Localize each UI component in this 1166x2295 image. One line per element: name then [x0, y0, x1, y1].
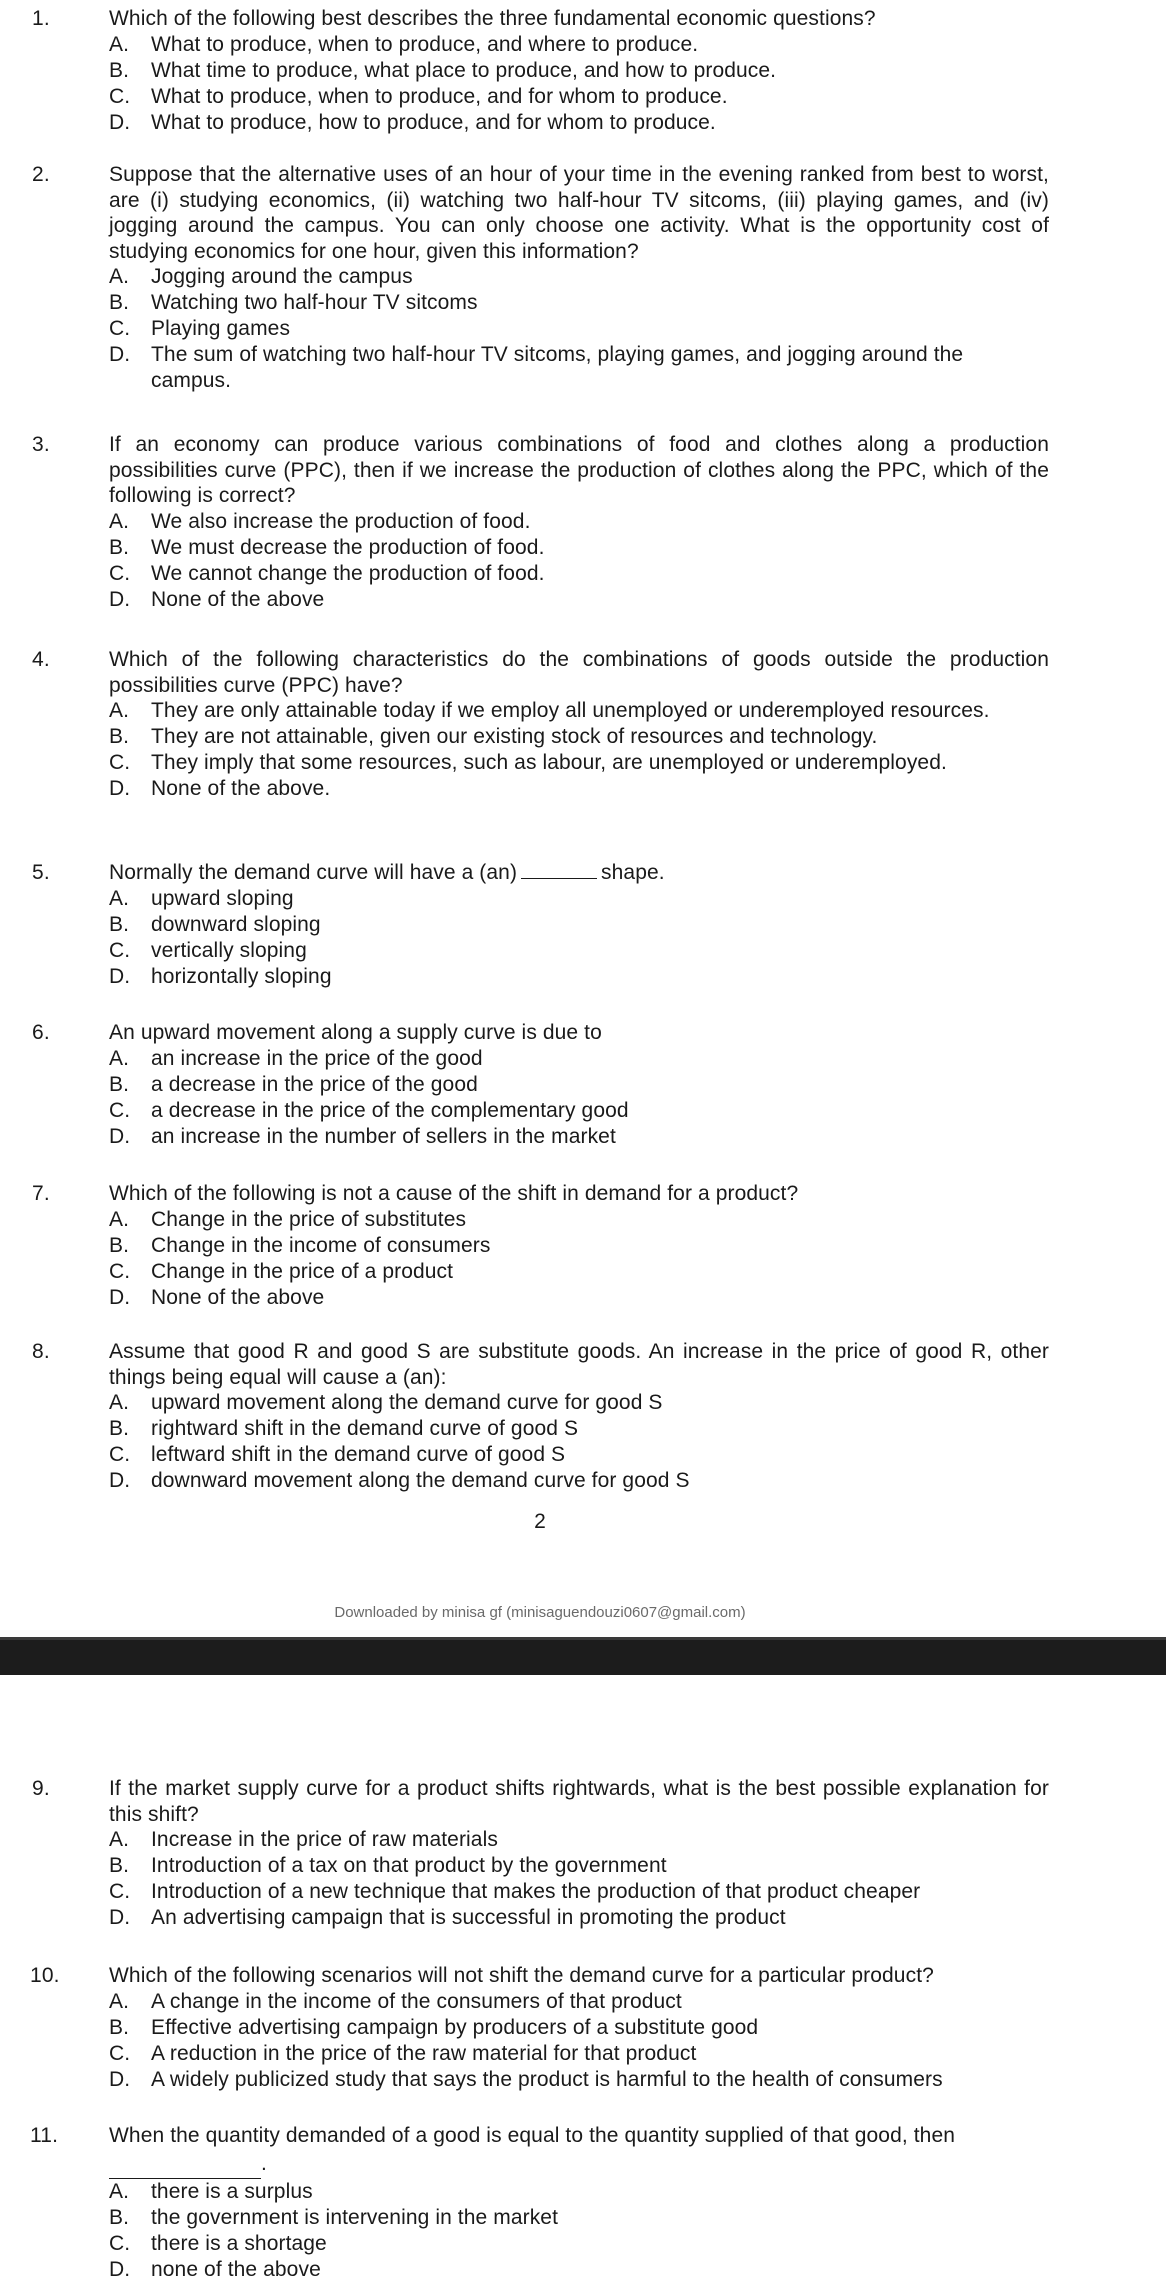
option-d: D. A widely publicized study that says the product is harmful to the health of consumers — [109, 2067, 943, 2091]
answer-blank-line: . — [109, 2149, 1049, 2179]
question-stem: If the market supply curve for a product shifts rightwards, what is the best possible explanation for this shift? — [109, 1777, 1049, 1826]
question-5 — [0, 860, 1166, 990]
options-list — [109, 698, 1049, 802]
option-a: A. A change in the income of the consumers of that product — [109, 1989, 682, 2013]
option-d: D. None of the above. — [109, 777, 331, 800]
option-d: D. downward movement along the demand curve for good S — [109, 1469, 690, 1492]
question-number: 9. — [32, 1777, 50, 1800]
page-number: 2 — [534, 1510, 546, 1533]
question-number: 7. — [32, 1182, 50, 1205]
option-c: C. A reduction in the price of the raw material for that product — [109, 2041, 697, 2065]
option-d: D. An advertising campaign that is successful in promoting the product — [109, 1906, 786, 1929]
question-7 — [0, 1181, 1166, 1311]
option-b: B. downward sloping — [109, 912, 321, 936]
question-stem: Which of the following characteristics do the combinations of goods outside the production possibilities curve (PPC) have? — [109, 648, 1049, 697]
option-c: C. They imply that some resources, such as labour, are unemployed or underemployed. — [109, 751, 947, 774]
option-a: A. upward movement along the demand curve for good S — [109, 1391, 663, 1414]
question-stem: Suppose that the alternative uses of an hour of your time in the evening ranked from best to worst, are (i) studying economics, (ii) watching two half-hour TV sitcoms, (iii) playing games, and (iv) jogging around the campus. You can only choose one activity. What is the opportunity cost of studying economics for one hour, given this information? — [109, 163, 1049, 263]
question-number: 8. — [32, 1340, 50, 1363]
option-b: B. rightward shift in the demand curve of good S — [109, 1417, 579, 1440]
question-6 — [0, 1020, 1166, 1150]
option-a: A. there is a surplus — [109, 2179, 313, 2203]
option-d: D. an increase in the number of sellers in the market — [109, 1124, 616, 1148]
option-c: C. there is a shortage — [109, 2231, 327, 2255]
options-list — [109, 32, 1049, 136]
question-9 — [0, 1776, 1166, 1931]
option-b: B. Watching two half-hour TV sitcoms — [109, 291, 478, 314]
question-stem: When the quantity demanded of a good is equal to the quantity supplied of that good, then — [109, 2124, 956, 2147]
question-number: 6. — [32, 1021, 50, 1044]
option-c: C. We cannot change the production of food. — [109, 561, 545, 585]
option-a: A. They are only attainable today if we employ all unemployed or underemployed resources. — [109, 699, 990, 722]
option-c: C. a decrease in the price of the complementary good — [109, 1098, 629, 1122]
option-c: C. vertically sloping — [109, 938, 307, 962]
answer-blank — [521, 862, 597, 879]
option-b: B. the government is intervening in the market — [109, 2205, 559, 2229]
option-b: B. Effective advertising campaign by producers of a substitute good — [109, 2015, 759, 2039]
page-bottom — [0, 1675, 1166, 2295]
option-a: A. Change in the price of substitutes — [109, 1207, 467, 1231]
options-list — [109, 1989, 1049, 2093]
option-a: A. upward sloping — [109, 886, 294, 910]
page-divider — [0, 1637, 1166, 1675]
option-d: D. The sum of watching two half-hour TV sitcoms, playing games, and jogging around the campus. — [109, 343, 964, 392]
option-c: C. What to produce, when to produce, and for whom to produce. — [109, 84, 728, 108]
question-stem: Normally the demand curve will have a (an) shape. — [109, 861, 665, 884]
option-c: C. Change in the price of a product — [109, 1259, 454, 1283]
question-number: 1. — [32, 7, 50, 30]
question-11 — [0, 2123, 1166, 2283]
option-a: A. an increase in the price of the good — [109, 1046, 483, 1070]
question-number: 2. — [32, 163, 50, 186]
option-b: B. What time to produce, what place to produce, and how to produce. — [109, 58, 777, 82]
options-list — [109, 264, 1049, 394]
option-b: B. Introduction of a tax on that product by the government — [109, 1854, 667, 1877]
option-b: B. a decrease in the price of the good — [109, 1072, 478, 1096]
option-c: C. Playing games — [109, 317, 291, 340]
options-list — [109, 1390, 1049, 1494]
question-4 — [0, 647, 1166, 802]
option-a: A. What to produce, when to produce, and where to produce. — [109, 32, 699, 56]
options-list — [109, 1046, 1049, 1150]
option-d: D. None of the above — [109, 1285, 325, 1309]
options-list — [109, 1827, 1049, 1931]
question-number: 10. — [30, 1964, 60, 1987]
answer-blank — [109, 2156, 261, 2179]
option-b: B. Change in the income of consumers — [109, 1233, 491, 1257]
question-stem: Which of the following is not a cause of the shift in demand for a product? — [109, 1182, 799, 1205]
question-stem: Assume that good R and good S are substitute goods. An increase in the price of good R, other things being equal will cause a (an): — [109, 1340, 1049, 1389]
question-stem: Which of the following best describes the three fundamental economic questions? — [109, 7, 876, 30]
option-b: B. They are not attainable, given our existing stock of resources and technology. — [109, 725, 878, 748]
option-d: D. What to produce, how to produce, and for whom to produce. — [109, 110, 716, 134]
option-a: A. Jogging around the campus — [109, 265, 413, 288]
question-number: 4. — [32, 648, 50, 671]
question-number: 11. — [30, 2124, 59, 2147]
option-d: D. horizontally sloping — [109, 964, 332, 988]
question-3 — [0, 432, 1166, 613]
option-a: A. Increase in the price of raw materials — [109, 1828, 498, 1851]
options-list — [109, 509, 1049, 613]
option-c: C. leftward shift in the demand curve of good S — [109, 1443, 566, 1466]
question-number: 3. — [32, 433, 50, 456]
question-10 — [0, 1963, 1166, 2093]
question-stem: If an economy can produce various combinations of food and clothes along a production possibilities curve (PPC), then if we increase the production of clothes along the PPC, which of the following is correct? — [109, 433, 1049, 507]
download-footer: Downloaded by minisa gf (minisaguendouzi0607@gmail.com) — [334, 1604, 746, 1621]
question-1 — [0, 6, 1166, 136]
question-number: 5. — [32, 861, 50, 884]
question-8 — [0, 1339, 1166, 1494]
option-d: D. None of the above — [109, 587, 325, 611]
options-list — [109, 886, 1049, 990]
options-list — [109, 1207, 1049, 1311]
option-b: B. We must decrease the production of food. — [109, 535, 545, 559]
option-c: C. Introduction of a new technique that makes the production of that product cheaper — [109, 1880, 921, 1903]
option-a: A. We also increase the production of food. — [109, 509, 531, 533]
options-list — [109, 2179, 1049, 2283]
question-stem: Which of the following scenarios will not shift the demand curve for a particular product? — [109, 1964, 934, 1987]
option-d: D. none of the above — [109, 2257, 321, 2281]
question-stem: An upward movement along a supply curve is due to — [109, 1021, 602, 1044]
question-2 — [0, 162, 1166, 394]
